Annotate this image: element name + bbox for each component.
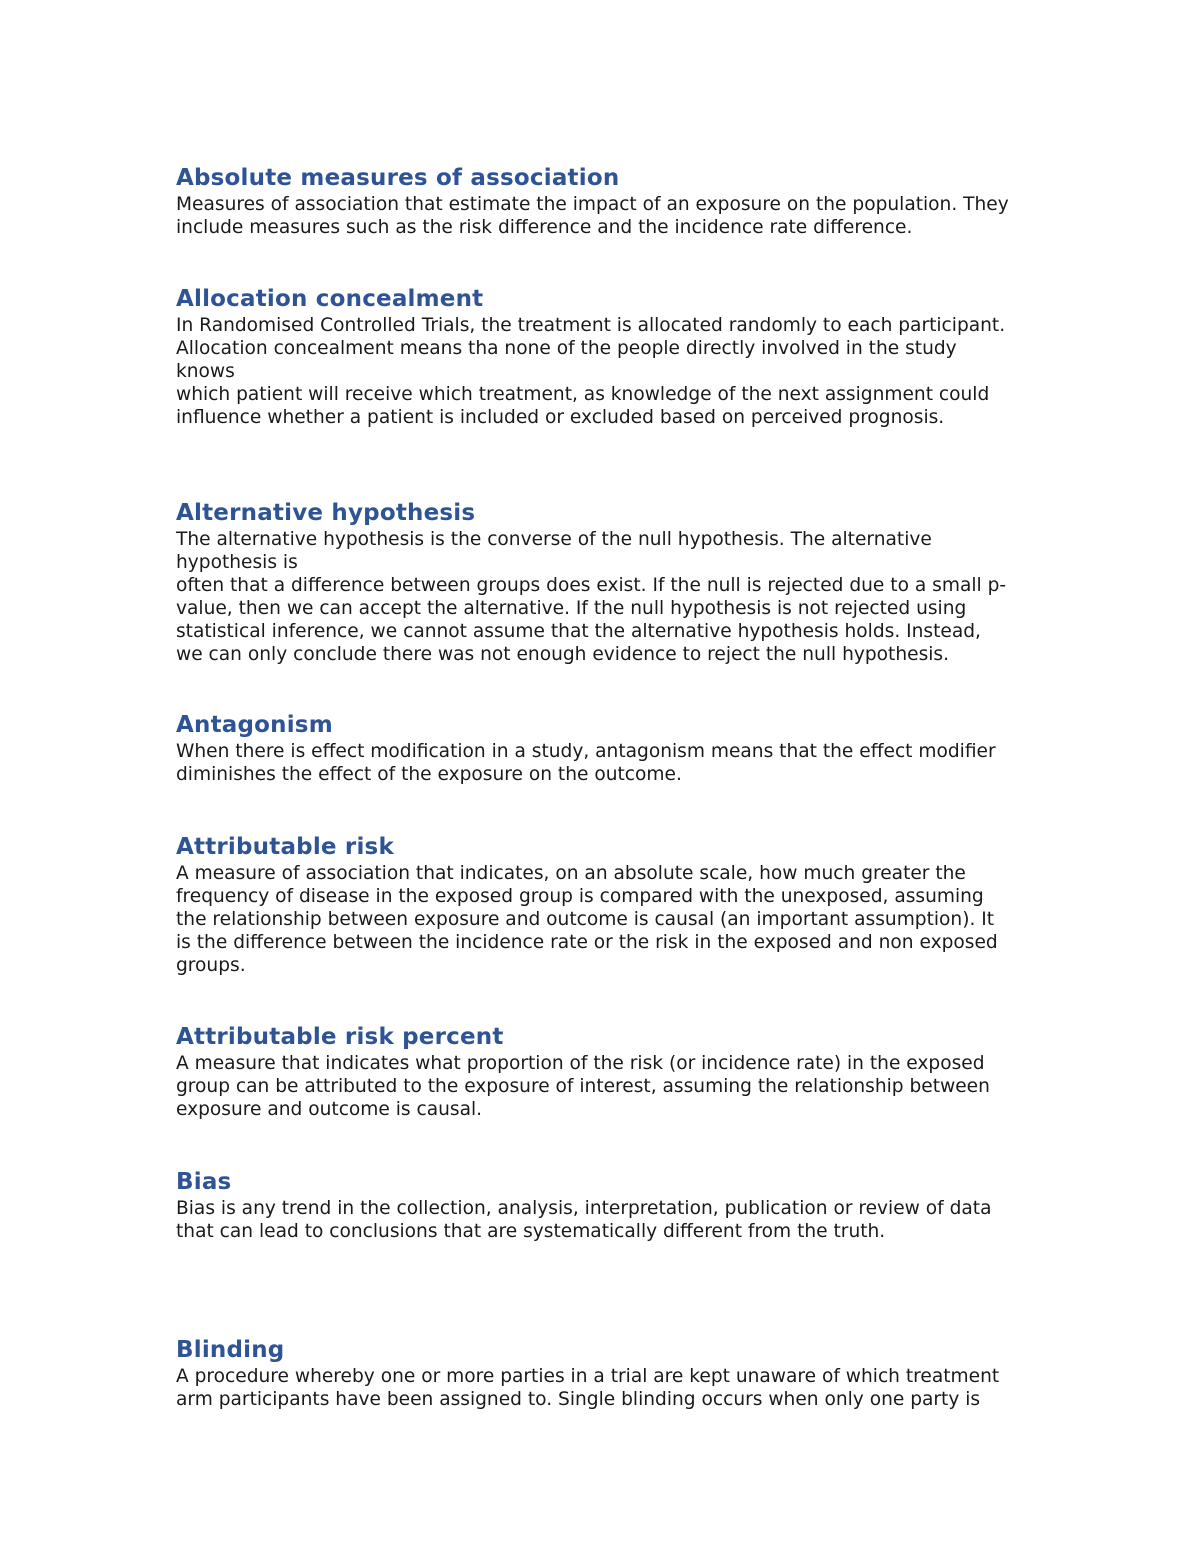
- definition-line: Bias is any trend in the collection, analysis, interpretation, publication or review of data: [176, 1198, 992, 1219]
- definition-line: is the difference between the incidence rate or the risk in the exposed and non exposed: [176, 932, 998, 953]
- definition-line: A measure that indicates what proportion of the risk (or incidence rate) in the exposed: [176, 1053, 985, 1074]
- definition-line: statistical inference, we cannot assume that the alternative hypothesis holds. Instead,: [176, 621, 981, 642]
- definition-line: hypothesis is: [176, 552, 298, 573]
- definition-line: A procedure whereby one or more parties in a trial are kept unaware of which treatment: [176, 1366, 1000, 1387]
- glossary-entry-antagonism: [176, 711, 1066, 786]
- definition-line: exposure and outcome is causal.: [176, 1099, 483, 1120]
- glossary-entry-bias: [176, 1168, 1066, 1243]
- definition-line: A measure of association that indicates, on an absolute scale, how much greater the: [176, 863, 966, 884]
- definition-line: value, then we can accept the alternative. If the null hypothesis is not rejected using: [176, 598, 967, 619]
- definition-line: diminishes the effect of the exposure on the outcome.: [176, 764, 682, 785]
- definition-line: groups.: [176, 955, 246, 976]
- definition-line: When there is effect modification in a study, antagonism means that the effect modifier: [176, 741, 996, 762]
- glossary-entry-alternative-hypothesis: [176, 499, 1066, 666]
- glossary-term: Allocation concealment: [176, 286, 484, 312]
- definition-line: include measures such as the risk difference and the incidence rate difference.: [176, 217, 913, 238]
- glossary-term: Alternative hypothesis: [176, 500, 476, 526]
- definition-line: Measures of association that estimate the impact of an exposure on the population. They: [176, 194, 1009, 215]
- glossary-entry-allocation-concealment: [176, 285, 1066, 429]
- definition-line: frequency of disease in the exposed group is compared with the unexposed, assuming: [176, 886, 984, 907]
- glossary-term: Bias: [176, 1169, 232, 1195]
- definition-line: which patient will receive which treatment, as knowledge of the next assignment could: [176, 384, 990, 405]
- definition-line: arm participants have been assigned to. Single blinding occurs when only one party is: [176, 1389, 981, 1410]
- definition-line: knows: [176, 361, 235, 382]
- glossary-term: Blinding: [176, 1337, 285, 1363]
- glossary-entry-blinding: [176, 1336, 1066, 1411]
- definition-line: we can only conclude there was not enough evidence to reject the null hypothesis.: [176, 644, 950, 665]
- definition-line: often that a difference between groups does exist. If the null is rejected due to a small p-: [176, 575, 1007, 596]
- definition-line: In Randomised Controlled Trials, the treatment is allocated randomly to each participant.: [176, 315, 1006, 336]
- definition-line: influence whether a patient is included or excluded based on perceived prognosis.: [176, 407, 945, 428]
- definition-line: The alternative hypothesis is the converse of the null hypothesis. The alternative: [176, 529, 932, 550]
- glossary-entry-attributable-risk-percent: [176, 1023, 1066, 1121]
- definition-line: Allocation concealment means tha none of the people directly involved in the study: [176, 338, 957, 359]
- glossary-entry-absolute-measures: [176, 164, 1066, 239]
- definition-line: group can be attributed to the exposure of interest, assuming the relationship between: [176, 1076, 990, 1097]
- glossary-entry-attributable-risk: [176, 833, 1066, 977]
- glossary-term: Antagonism: [176, 712, 333, 738]
- glossary-term: Attributable risk: [176, 834, 394, 860]
- glossary-term: Attributable risk percent: [176, 1024, 504, 1050]
- definition-line: that can lead to conclusions that are systematically different from the truth.: [176, 1221, 886, 1242]
- glossary-term: Absolute measures of association: [176, 165, 620, 191]
- definition-line: the relationship between exposure and outcome is causal (an important assumption). It: [176, 909, 995, 930]
